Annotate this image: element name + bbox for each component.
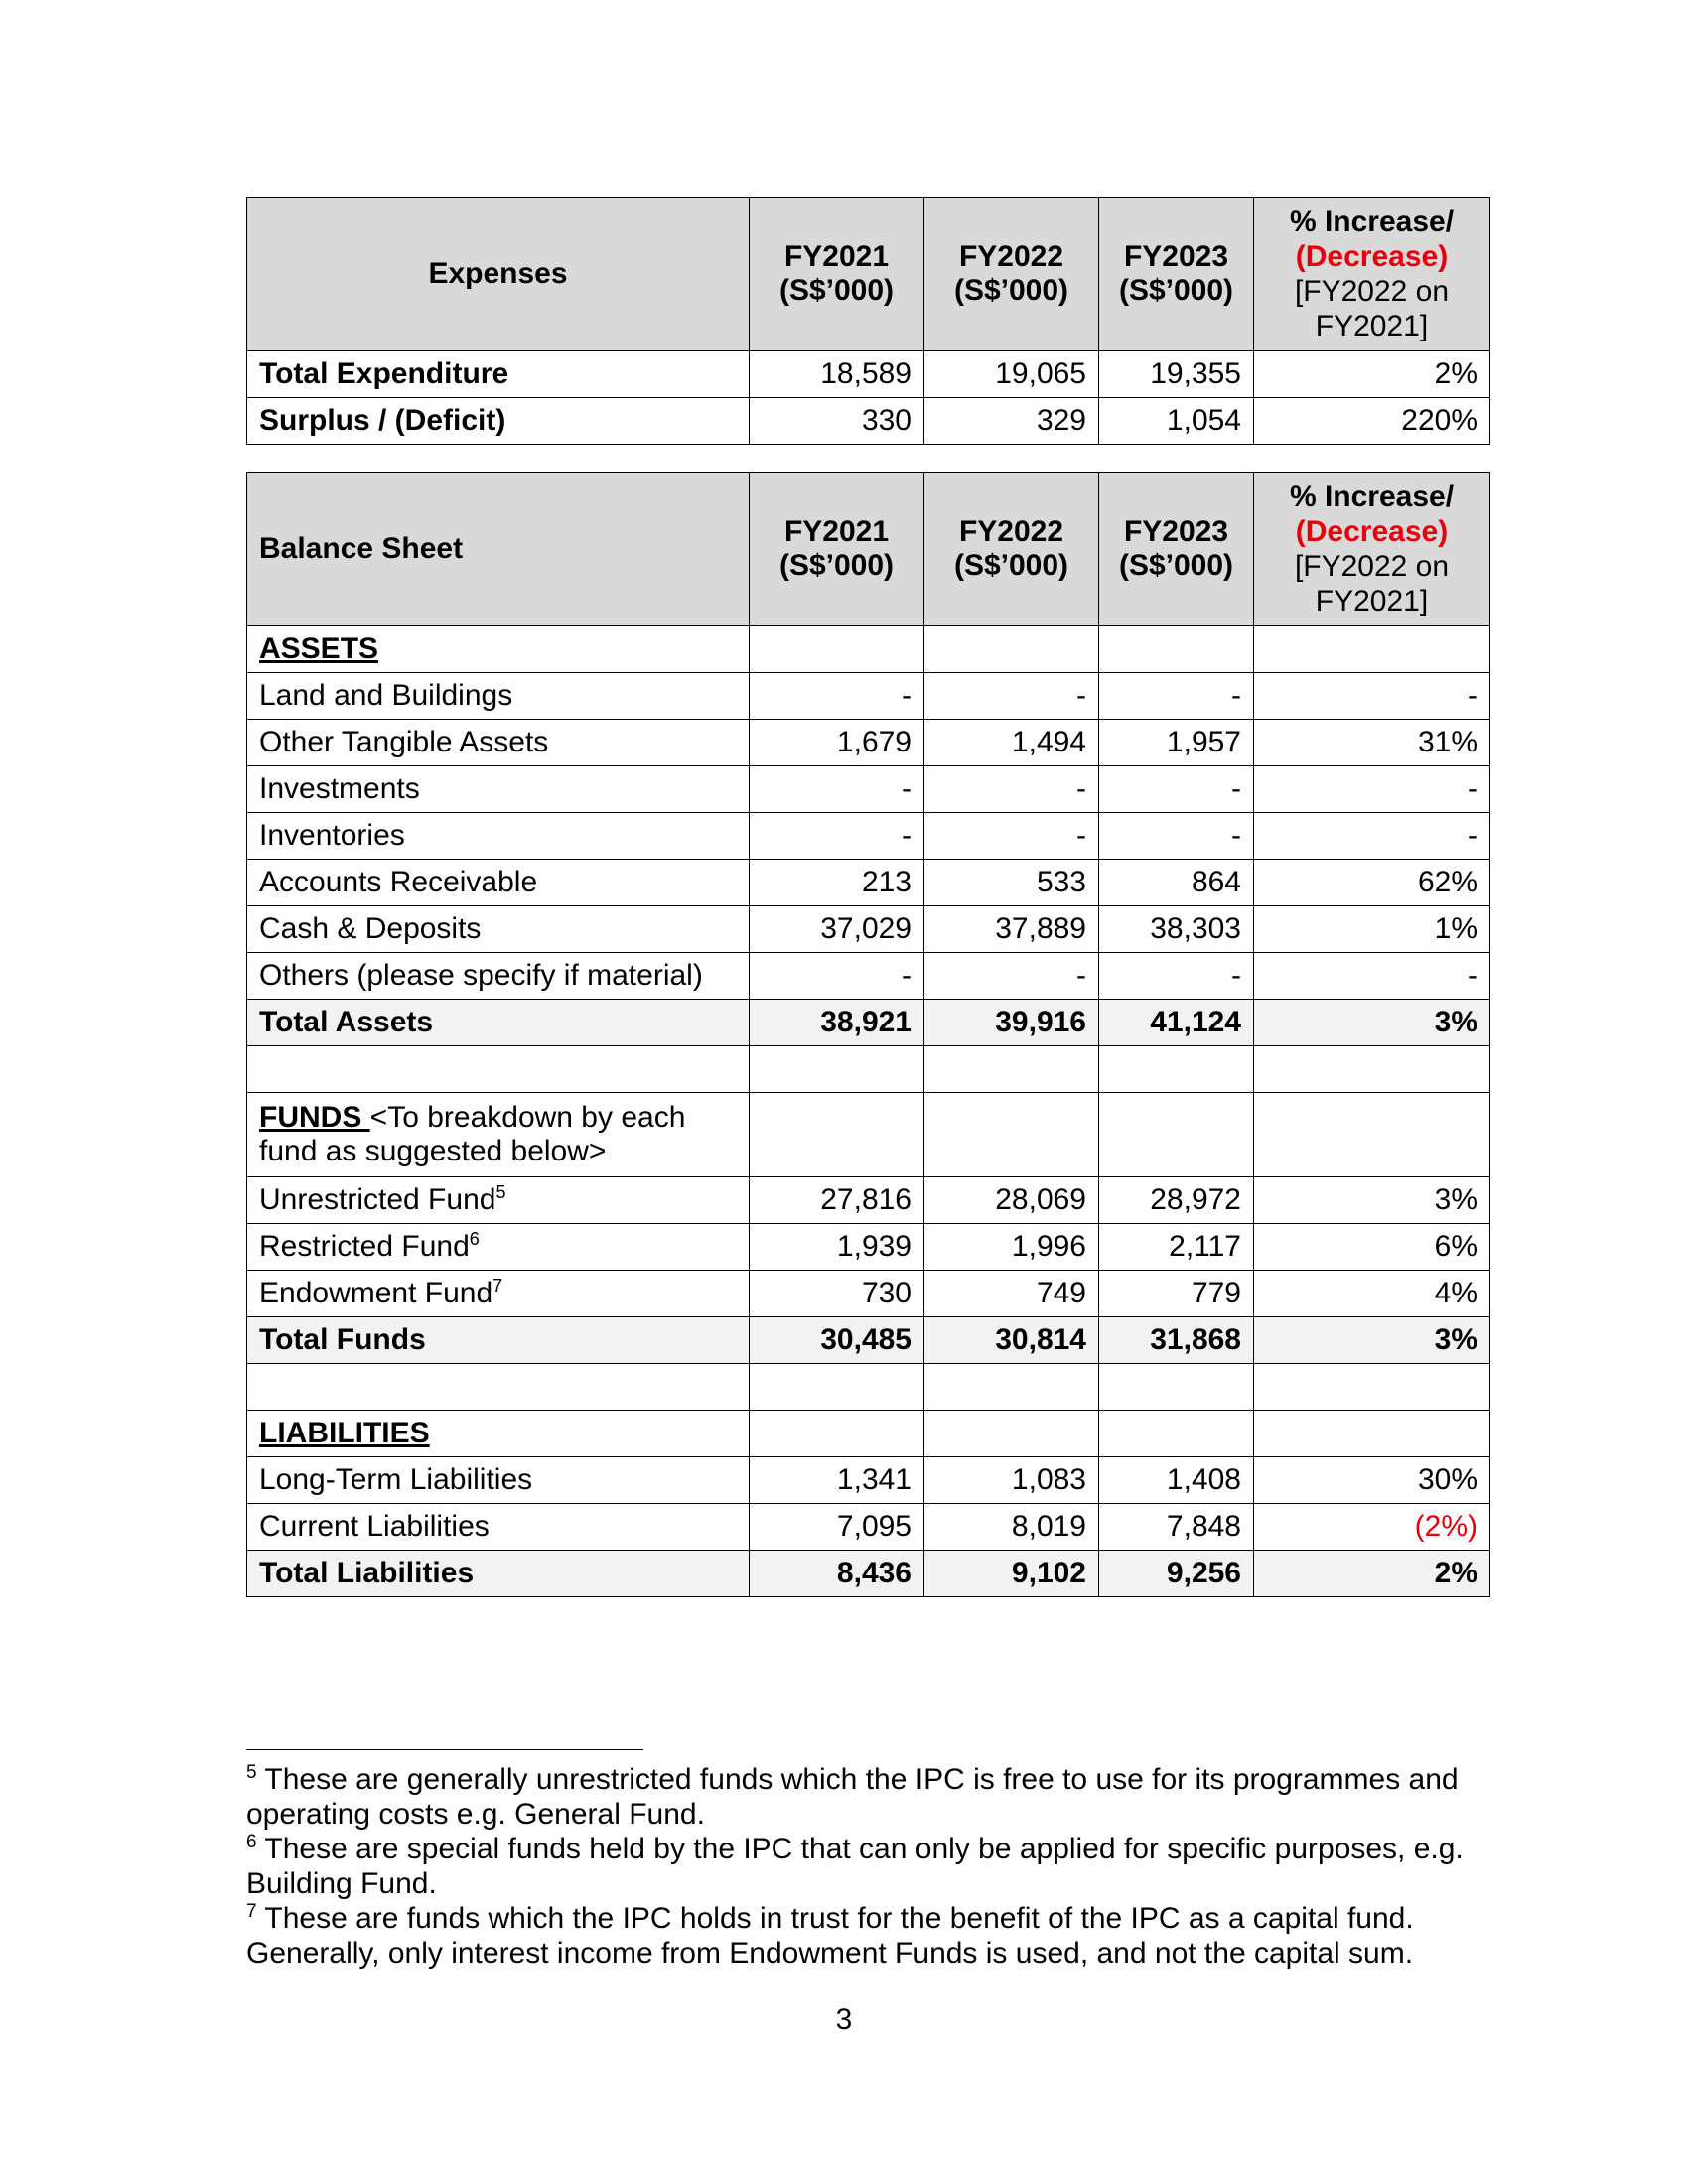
cell-fy2023: 28,972 [1099, 1177, 1254, 1224]
expenses-header-fy2023 [1099, 198, 1254, 351]
cell-fy2023: 1,957 [1099, 720, 1254, 766]
cell-fy2023: - [1099, 813, 1254, 860]
table-row [247, 720, 1490, 766]
cell-fy2023: 38,303 [1099, 906, 1254, 953]
section-heading-row [247, 1093, 1490, 1177]
table-row [247, 860, 1490, 906]
cell-fy2021: 1,679 [750, 720, 924, 766]
cell-fy2022: 28,069 [924, 1177, 1099, 1224]
row-label: Land and Buildings [247, 673, 750, 720]
pct-comparison-note: [FY2022 on FY2021] [1294, 550, 1450, 617]
cell-fy2023: 779 [1099, 1271, 1254, 1317]
cell-fy2021: 27,816 [750, 1177, 924, 1224]
cell-fy2022: 533 [924, 860, 1099, 906]
row-label: Cash & Deposits [247, 906, 750, 953]
row-label: Surplus / (Deficit) [247, 398, 750, 445]
cell-pct: 4% [1254, 1271, 1490, 1317]
expenses-header-label: Expenses [247, 198, 750, 351]
table-row [247, 766, 1490, 813]
footnote-ref: 6 [469, 1229, 480, 1249]
cell-pct-decrease: (2%) [1254, 1504, 1490, 1551]
assets-heading: ASSETS [259, 632, 379, 665]
header-year: FY2021 [783, 240, 890, 273]
footnote-number: 5 [246, 1762, 257, 1783]
pct-comparison-note: [FY2022 on FY2021] [1294, 275, 1450, 342]
header-year: FY2023 [1123, 515, 1229, 548]
expenses-header-fy2022 [924, 198, 1099, 351]
cell-fy2021: 18,589 [750, 351, 924, 398]
cell-fy2023: 9,256 [1099, 1551, 1254, 1597]
row-label: Total Funds [247, 1317, 750, 1364]
cell-fy2022: 1,494 [924, 720, 1099, 766]
row-label: Total Liabilities [247, 1551, 750, 1597]
section-heading-row [247, 1411, 1490, 1457]
pct-heading: % Increase/ [1289, 205, 1455, 238]
cell-pct: 2% [1254, 351, 1490, 398]
cell-fy2023: 1,408 [1099, 1457, 1254, 1504]
footnotes [246, 1762, 1489, 1971]
footnote-number: 6 [246, 1832, 257, 1852]
cell-fy2021: - [750, 673, 924, 720]
footnote-text: These are generally unrestricted funds which the IPC is free to use for its programmes and operating costs e.g. General Fund. [246, 1763, 1459, 1831]
footnote-ref: 7 [492, 1276, 503, 1296]
cell-fy2023: 41,124 [1099, 1000, 1254, 1046]
balance-header-pct [1254, 473, 1490, 626]
row-label: Other Tangible Assets [247, 720, 750, 766]
cell-fy2021: - [750, 813, 924, 860]
row-label: Inventories [247, 813, 750, 860]
cell-fy2021: - [750, 953, 924, 1000]
cell-pct: 6% [1254, 1224, 1490, 1271]
table-row [247, 351, 1490, 398]
cell-fy2022: 37,889 [924, 906, 1099, 953]
table-row [247, 1504, 1490, 1551]
cell-pct: - [1254, 766, 1490, 813]
row-label: Restricted Fund [259, 1230, 470, 1263]
total-funds-row [247, 1317, 1490, 1364]
spacer-row [247, 1046, 1490, 1093]
cell-fy2023: 31,868 [1099, 1317, 1254, 1364]
cell-pct: 30% [1254, 1457, 1490, 1504]
cell-fy2022: - [924, 953, 1099, 1000]
cell-fy2021: 30,485 [750, 1317, 924, 1364]
cell-fy2022: 19,065 [924, 351, 1099, 398]
cell-fy2021: 1,939 [750, 1224, 924, 1271]
cell-fy2022: 329 [924, 398, 1099, 445]
footnote-separator [246, 1749, 643, 1750]
page-number: 3 [835, 2003, 853, 2036]
pct-decrease-label: (Decrease) [1295, 240, 1449, 273]
expenses-header-fy2021 [750, 198, 924, 351]
footnote-text: These are funds which the IPC holds in trust for the benefit of the IPC as a capital fund. Generally, only interest income from Endowment Funds is used, and not the capital sum. [246, 1902, 1414, 1970]
footnote [246, 1762, 1489, 1832]
row-label: Unrestricted Fund [259, 1183, 496, 1216]
table-row [247, 1177, 1490, 1224]
header-unit: (S$’000) [778, 549, 895, 582]
footnote-ref: 5 [495, 1182, 506, 1202]
header-year: FY2021 [783, 515, 890, 548]
spacer-row [247, 1364, 1490, 1411]
liabilities-heading: LIABILITIES [259, 1417, 430, 1449]
table-row [247, 1271, 1490, 1317]
table-row [247, 1457, 1490, 1504]
cell-pct: 3% [1254, 1177, 1490, 1224]
balance-sheet-table [246, 472, 1490, 1597]
header-unit: (S$’000) [1118, 549, 1234, 582]
cell-pct: - [1254, 673, 1490, 720]
cell-fy2021: 330 [750, 398, 924, 445]
table-row [247, 953, 1490, 1000]
cell-fy2022: - [924, 813, 1099, 860]
header-unit: (S$’000) [953, 274, 1069, 307]
total-liabilities-row [247, 1551, 1490, 1597]
pct-heading: % Increase/ [1289, 480, 1455, 513]
cell-fy2023: 1,054 [1099, 398, 1254, 445]
header-year: FY2022 [958, 515, 1064, 548]
cell-fy2023: 864 [1099, 860, 1254, 906]
cell-fy2022: 9,102 [924, 1551, 1099, 1597]
balance-header-fy2023 [1099, 473, 1254, 626]
total-assets-row [247, 1000, 1490, 1046]
cell-fy2023: - [1099, 766, 1254, 813]
table-row [247, 813, 1490, 860]
cell-pct: - [1254, 953, 1490, 1000]
expenses-header-row [247, 198, 1490, 351]
funds-heading: FUNDS [259, 1101, 370, 1134]
cell-fy2022: 1,996 [924, 1224, 1099, 1271]
cell-fy2021: 730 [750, 1271, 924, 1317]
header-year: FY2023 [1123, 240, 1229, 273]
cell-fy2021: 38,921 [750, 1000, 924, 1046]
cell-pct: 1% [1254, 906, 1490, 953]
cell-pct: 3% [1254, 1317, 1490, 1364]
cell-fy2021: 1,341 [750, 1457, 924, 1504]
cell-fy2023: - [1099, 673, 1254, 720]
header-unit: (S$’000) [778, 274, 895, 307]
footnote [246, 1901, 1489, 1971]
cell-pct: 62% [1254, 860, 1490, 906]
cell-fy2021: 7,095 [750, 1504, 924, 1551]
cell-fy2023: 7,848 [1099, 1504, 1254, 1551]
cell-fy2022: - [924, 673, 1099, 720]
cell-fy2022: 30,814 [924, 1317, 1099, 1364]
row-label: Accounts Receivable [247, 860, 750, 906]
cell-fy2021: 37,029 [750, 906, 924, 953]
expenses-header-pct [1254, 198, 1490, 351]
table-row [247, 1224, 1490, 1271]
balance-header-fy2021 [750, 473, 924, 626]
cell-pct: - [1254, 813, 1490, 860]
section-heading-row [247, 626, 1490, 673]
cell-fy2022: - [924, 766, 1099, 813]
row-label: Current Liabilities [247, 1504, 750, 1551]
table-row [247, 906, 1490, 953]
header-year: FY2022 [958, 240, 1064, 273]
cell-fy2023: 2,117 [1099, 1224, 1254, 1271]
balance-header-row [247, 473, 1490, 626]
cell-fy2021: 8,436 [750, 1551, 924, 1597]
table-row [247, 398, 1490, 445]
cell-fy2022: 749 [924, 1271, 1099, 1317]
header-unit: (S$’000) [1118, 274, 1234, 307]
cell-fy2023: - [1099, 953, 1254, 1000]
cell-fy2022: 1,083 [924, 1457, 1099, 1504]
cell-fy2022: 8,019 [924, 1504, 1099, 1551]
row-label: Long-Term Liabilities [247, 1457, 750, 1504]
cell-fy2021: - [750, 766, 924, 813]
cell-fy2022: 39,916 [924, 1000, 1099, 1046]
cell-pct: 220% [1254, 398, 1490, 445]
row-label: Others (please specify if material) [247, 953, 750, 1000]
row-label: Investments [247, 766, 750, 813]
pct-decrease-label: (Decrease) [1295, 515, 1449, 548]
footnote-text: These are special funds held by the IPC that can only be applied for specific purposes, e.g. Building Fund. [246, 1833, 1464, 1900]
row-label: Endowment Fund [259, 1277, 493, 1309]
expenses-table [246, 197, 1490, 445]
balance-header-label: Balance Sheet [247, 473, 750, 626]
cell-pct: 2% [1254, 1551, 1490, 1597]
balance-header-fy2022 [924, 473, 1099, 626]
row-label: Total Expenditure [247, 351, 750, 398]
cell-pct: 31% [1254, 720, 1490, 766]
footnote [246, 1832, 1489, 1901]
table-row [247, 673, 1490, 720]
funds-note: <To breakdown by each fund as suggested below> [259, 1101, 686, 1167]
footnote-number: 7 [246, 1901, 257, 1922]
cell-fy2021: 213 [750, 860, 924, 906]
header-unit: (S$’000) [953, 549, 1069, 582]
cell-pct: 3% [1254, 1000, 1490, 1046]
cell-fy2023: 19,355 [1099, 351, 1254, 398]
row-label: Total Assets [247, 1000, 750, 1046]
